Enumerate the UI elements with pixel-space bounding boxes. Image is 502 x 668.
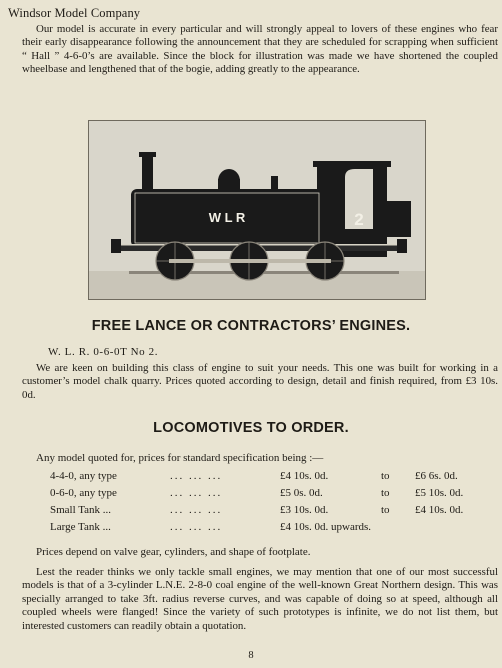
prices-intro: Any model quoted for, prices for standard specification being :— (36, 452, 324, 464)
price-upper: £5 10s. 0d. (415, 487, 464, 499)
price-from: £4 10s. 0d. upwards. (280, 521, 372, 533)
price-dots: ... ... ... (170, 504, 223, 516)
heading-free-lance: FREE LANCE OR CONTRACTORS’ ENGINES. (91, 318, 411, 334)
keen-paragraph: We are keen on building this class of engine to suit your needs. This one was built for working in a customer’s model chalk quarry. Prices quoted according to design, detail and finish required, from £3 10s. 0d. (22, 362, 498, 401)
lest-paragraph: Lest the reader thinks we only tackle small engines, we may mention that one of our most successful models is that of a 3-cylinder L.N.E. 2-8-0 coal engine of the well-known Great Northern design. This was specially arranged to take 3ft. radius reverse curves, and was capable of doing so at speed, although all coupled wheels were flanged! Since the variety of such prototypes is infinite, we do not list them, but interested customers can readily obtain a quotation. (22, 566, 498, 632)
locomotive-photo (88, 120, 426, 300)
price-to-word: to (381, 504, 390, 516)
price-to-word: to (381, 470, 390, 482)
price-from: £3 10s. 0d. (280, 504, 329, 516)
company-header: Windsor Model Company (8, 6, 141, 20)
price-dots: ... ... ... (170, 487, 223, 499)
cab-number: 2 (354, 210, 364, 229)
locomotive-illustration (89, 121, 425, 299)
price-upper: £4 10s. 0d. (415, 504, 464, 516)
intro-paragraph: Our model is accurate in every particular and will strongly appeal to lovers of these engines who fear their early disappearance following the announcement that they are scheduled for scrapping when sufficient “ Hall ” 4-6-0’s are available. Since the block for illustration was made we have shortened the coupled wheelbase and lengthened that of the bogie, adding greatly to the appearance. (22, 23, 498, 76)
page-number: 8 (248, 650, 254, 661)
price-to-word: to (381, 487, 390, 499)
price-from: £4 10s. 0d. (280, 470, 329, 482)
heading-locomotives-to-order: LOCOMOTIVES TO ORDER. (153, 420, 349, 436)
price-dots: ... ... ... (170, 470, 223, 482)
price-type: 4-4-0, any type (50, 470, 117, 482)
price-type: Small Tank ... (50, 504, 112, 516)
price-dots: ... ... ... (170, 521, 223, 533)
tank-lettering: W L R (208, 210, 246, 225)
price-type: Large Tank ... (50, 521, 111, 533)
price-upper: £6 6s. 0d. (415, 470, 458, 482)
price-type: 0-6-0, any type (50, 487, 117, 499)
engine-caption: W. L. R. 0-6-0T No 2. (48, 346, 159, 358)
price-from: £5 0s. 0d. (280, 487, 323, 499)
valve-note: Prices depend on valve gear, cylinders, and shape of footplate. (36, 546, 311, 558)
